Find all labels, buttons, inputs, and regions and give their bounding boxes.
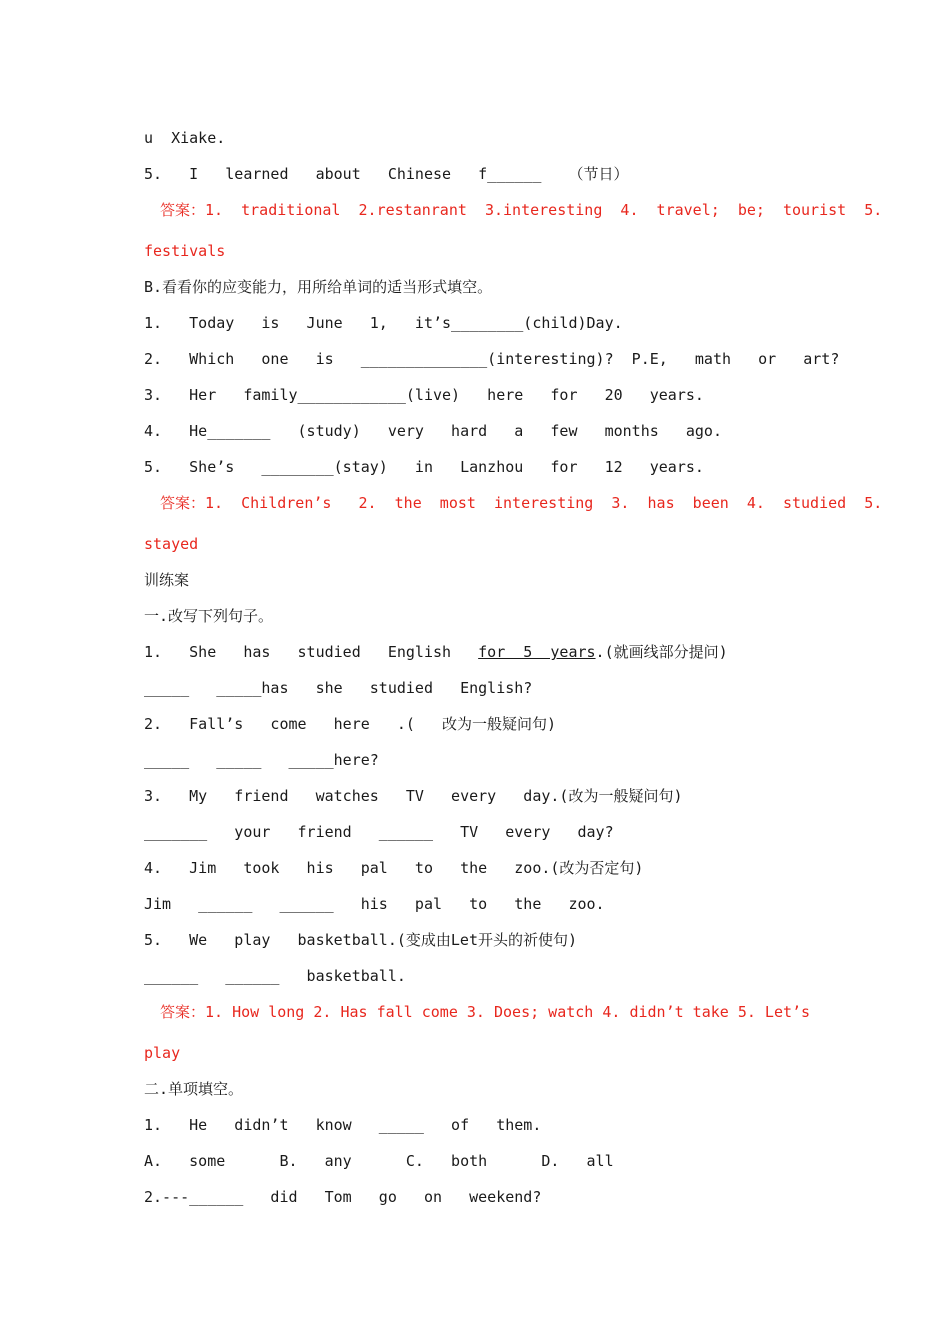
question-line: 2. Fall’s come here .( 改为一般疑问句) [144, 715, 557, 733]
section-heading: 一.改写下列句子。 [144, 607, 274, 625]
text-line: u Xiake. [144, 129, 226, 147]
question-line: 3. My friend watches TV every day.(改为一般疑问句) [144, 787, 683, 805]
options-line: A. some B. any C. both D. all [144, 1152, 614, 1170]
section-heading: B.看看你的应变能力，用所给单词的适当形式填空。 [144, 278, 493, 296]
question-line: 5. She’s ________(stay) in Lanzhou for 12 years. [144, 458, 704, 476]
blank-line: _____ _____has she studied English? [144, 679, 533, 697]
question-line: 1. He didn’t know _____ of them. [144, 1116, 542, 1134]
question-line: 5. We play basketball.(变成由Let开头的祈使句) [144, 931, 578, 949]
blank-line: Jim ______ ______ his pal to the zoo. [144, 895, 605, 913]
section-heading: 二.单项填空。 [144, 1080, 244, 1098]
answer-line-continued: festivals [144, 242, 226, 260]
question-line: 2.---______ did Tom go on weekend? [144, 1188, 542, 1206]
question-line: 3. Her family____________(live) here for 20 years. [144, 386, 704, 404]
blank-line: _______ your friend ______ TV every day? [144, 823, 614, 841]
question-text: 1. She has studied English [144, 643, 479, 661]
question-instruction: .(就画线部分提问) [595, 643, 728, 661]
answer-line-continued: stayed [144, 535, 199, 553]
question-line: 2. Which one is ______________(interesting)? P.E, math or art? [144, 350, 840, 368]
blank-line: ______ ______ basketball. [144, 967, 406, 985]
answer-line: 答案：1. Children’s 2. the most interesting 3. has been 4. studied 5. [160, 494, 883, 512]
section-title: 训练案 [144, 571, 190, 589]
answer-line: 答案：1. How long 2. Has fall come 3. Does; watch 4. didn’t take 5. Let’s [160, 1003, 811, 1021]
question-line [144, 642, 810, 662]
blank-line: _____ _____ _____here? [144, 751, 379, 769]
question-line: 4. He_______ (study) very hard a few months ago. [144, 422, 722, 440]
answer-line-continued: play [144, 1044, 181, 1062]
question-line: 4. Jim took his pal to the zoo.(改为否定句) [144, 859, 644, 877]
question-line: 5. I learned about Chinese f______ （节日） [144, 165, 629, 183]
question-line: 1. Today is June 1, it’s________(child)Day. [144, 314, 623, 332]
underlined-phrase: for 5 years [478, 643, 596, 661]
answer-line: 答案：1. traditional 2.restanrant 3.interesting 4. travel; be; tourist 5. [160, 201, 883, 219]
